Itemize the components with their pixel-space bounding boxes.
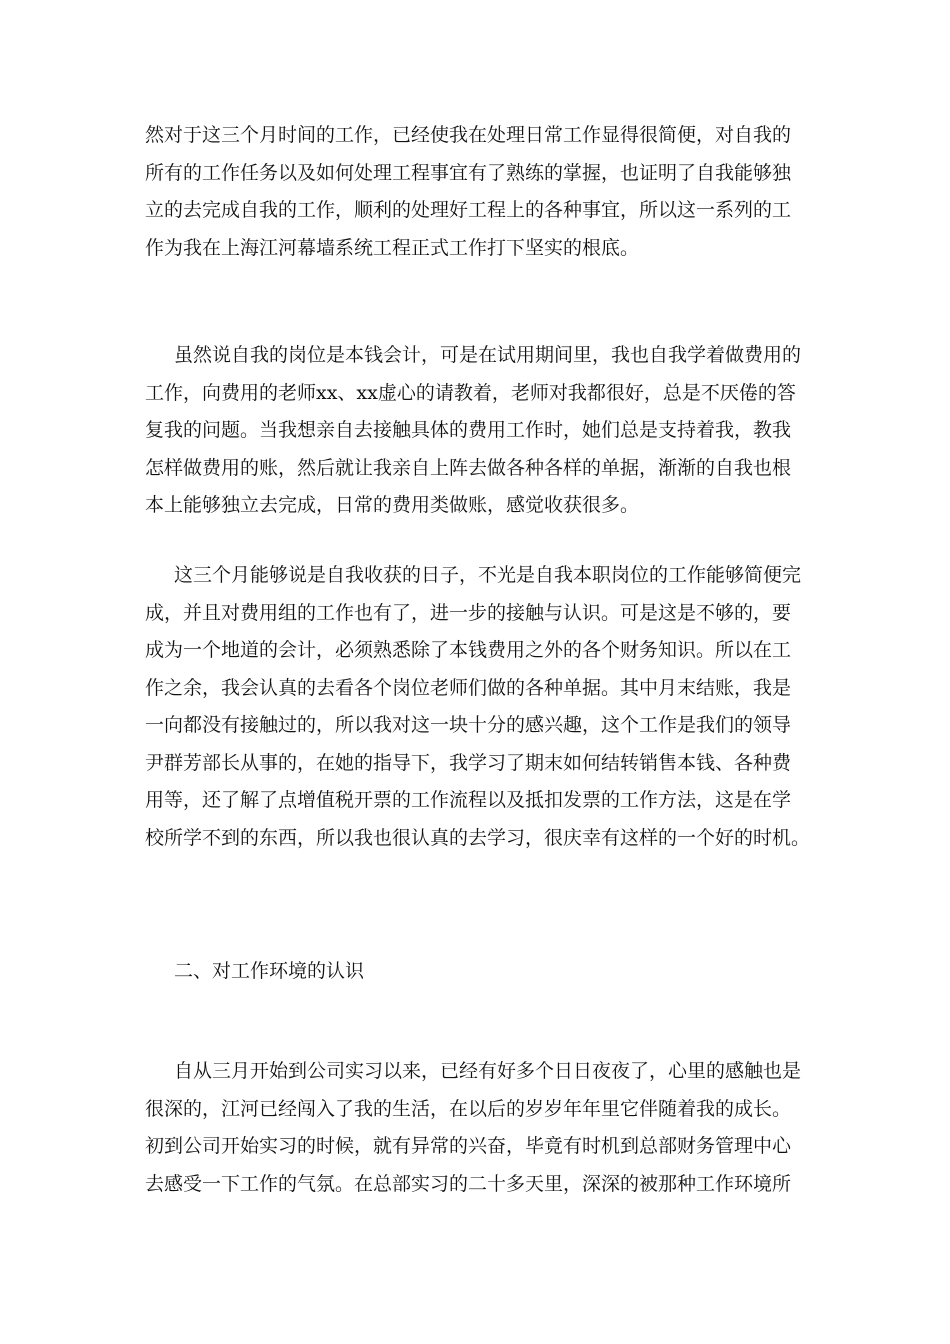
paragraph-line: 作为我在上海江河幕墙系统工程正式工作打下坚实的根底。	[145, 236, 640, 259]
paragraph-line: 本上能够独立去完成，日常的费用类做账，感觉收获很多。	[145, 494, 640, 516]
paragraph-line: 校所学不到的东西，所以我也很认真的去学习，很庆幸有这样的一个好的时机。	[145, 826, 811, 849]
paragraph-line: 所有的工作任务以及如何处理工程事宜有了熟练的掌握，也证明了自我能够独	[145, 161, 792, 184]
paragraph-line: 初到公司开始实习的时候，就有异常的兴奋，毕竟有时机到总部财务管理中心	[145, 1135, 792, 1157]
paragraph-line: 复我的问题。当我想亲自去接触具体的费用工作时，她们总是支持着我，教我	[145, 419, 792, 441]
paragraph-line: 成为一个地道的会计，必须熟悉除了本钱费用之外的各个财务知识。所以在工	[145, 639, 792, 661]
paragraph-line: 虽然说自我的岗位是本钱会计，可是在试用期间里，我也自我学着做费用的	[174, 344, 802, 366]
section-heading	[145, 953, 805, 991]
paragraph-1	[145, 117, 805, 267]
paragraph-line: 成，并且对费用组的工作也有了，进一步的接触与认识。可是这是不够的，要	[145, 601, 792, 624]
section-heading-text: 二、对工作环境的认识	[174, 960, 365, 982]
paragraph-line: 作之余，我会认真的去看各个岗位老师们做的各种单据。其中月末结账，我是	[145, 676, 792, 699]
paragraph-line: 这三个月能够说是自我收获的日子，不光是自我本职岗位的工作能够简便完	[174, 564, 802, 586]
paragraph-line: 立的去完成自我的工作，顺利的处理好工程上的各种事宜，所以这一系列的工	[145, 199, 792, 221]
paragraph-line: 一向都没有接触过的，所以我对这一块十分的感兴趣，这个工作是我们的领导	[145, 714, 792, 736]
paragraph-4	[145, 1053, 805, 1203]
paragraph-line: 然对于这三个月时间的工作，已经使我在处理日常工作显得很简便，对自我的	[145, 124, 792, 146]
paragraph-line: 去感受一下工作的气氛。在总部实习的二十多天里，深深的被那种工作环境所	[145, 1172, 792, 1195]
paragraph-line: 用等，还了解了点增值税开票的工作流程以及抵扣发票的工作方法，这是在学	[145, 789, 792, 811]
paragraph-line: 怎样做费用的账，然后就让我亲自上阵去做各种各样的单据，渐渐的自我也根	[145, 456, 792, 479]
paragraph-line: 尹群芳部长从事的，在她的指导下，我学习了期末如何结转销售本钱、各种费	[145, 751, 792, 774]
paragraph-3	[145, 557, 811, 857]
paragraph-line: 很深的，江河已经闯入了我的生活，在以后的岁岁年年里它伴随着我的成长。	[145, 1097, 792, 1120]
paragraph-line: 自从三月开始到公司实习以来，已经有好多个日日夜夜了，心里的感触也是	[174, 1060, 802, 1082]
paragraph-line: 工作，向费用的老师xx、xx虚心的请教着，老师对我都很好，总是不厌倦的答	[145, 381, 796, 404]
paragraph-2	[145, 337, 805, 525]
